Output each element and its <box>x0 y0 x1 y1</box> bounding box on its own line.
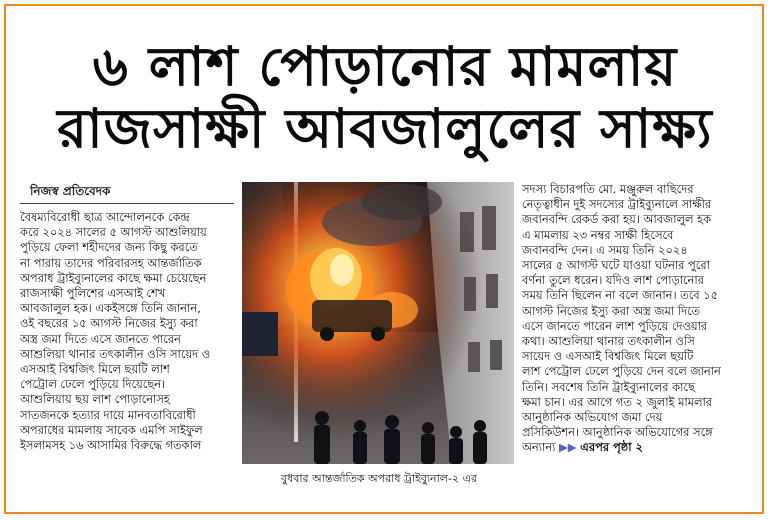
text-line: আনুষ্ঠানিক অভিযোগ জমা দেয় <box>522 410 663 425</box>
text-line: না পারায় তাদের পরিবারসহ আন্তর্জাতিক <box>20 255 202 270</box>
continuation-line <box>522 440 750 455</box>
byline: নিজস্ব প্রতিবেদক <box>30 184 111 198</box>
text-line: পেট্রোল ঢেলে পুড়িয়ে দিয়েছেন। <box>20 377 166 392</box>
double-arrow-icon: ▶▶ <box>559 440 577 455</box>
text-line: এসে জানতে পারেন লাশ পুড়িয়ে দেওয়ার <box>522 318 708 333</box>
text-line: লাশ পেট্রোল ঢেলে পুড়িয়ে দেন বলে জানান <box>522 364 721 379</box>
text-line: সদস্য বিচারপতি মো. মঞ্জুরুল বাছিদের <box>522 182 694 196</box>
fire-scene-photo <box>242 182 514 464</box>
right-text-column <box>522 182 750 456</box>
text-line: করে ২০২৪ সালের ৫ আগস্ট আশুলিয়ায় <box>20 225 207 240</box>
text-line: আবজালুল হক। একইসঙ্গে তিনি জানান, <box>20 301 201 316</box>
text-line: অস্ত্র জমা দিতে এসে জানতে পারেন <box>20 331 181 346</box>
text-line: এ মামলায় ২৩ নম্বর সাক্ষী হিসেবে <box>522 227 674 242</box>
text-line: অপরাধ ট্রাইব্যুনালের কাছে ক্ষমা চেয়েছেন <box>20 270 207 285</box>
text-line: বর্ণনা তুলে ধরেন। যদিও লাশ পোড়ানোর <box>522 273 704 288</box>
text-line: আশুলিয়া থানার তৎকালীন ওসি সায়েদ ও <box>20 346 211 361</box>
text-line: ওই বছরের ১৫ আগস্ট নিজের ইস্যু করা <box>20 316 198 331</box>
text-line: ইসলামসহ ১৬ আসামির বিরুদ্ধে গতকাল <box>20 438 202 453</box>
left-text-column <box>20 210 236 453</box>
text-line: বৈষম্যবিরোধী ছাত্র আন্দোলনকে কেন্দ্র <box>20 210 190 224</box>
continuation-prefix: অন্যান্য <box>522 440 556 455</box>
text-line: সময় তিনি ছিলেন না বলে জানান। তবে ১৫ <box>522 288 719 303</box>
headline-line-1: ৬ লাশ পোড়ানোর মামলায় <box>92 35 678 98</box>
text-line: সালের ৫ আগস্ট ঘটে যাওয়া ঘটনার পুরো <box>522 258 710 273</box>
text-line: ক্ষমা চান। এর আগে গত ২ জুলাই মামলার <box>522 394 713 409</box>
headline-line-2: রাজসাক্ষী আবজালুলের সাক্ষ্য <box>57 97 713 160</box>
text-line: অপরাধের মামলায় সাবেক এমপি সাইফুল <box>20 422 203 437</box>
text-line: সায়েদ ও এসআই বিশ্বজিৎ মিলে ছয়টি <box>522 349 694 364</box>
text-line: আগস্ট নিজের ইস্যু করা অস্ত্র জমা দিতে <box>522 303 701 318</box>
text-line: আশুলিয়ায় ছয় লাশ পোড়ানোসহ <box>20 392 170 407</box>
text-line: জবানবন্দি দেন। এ সময় তিনি ২০২৪ <box>522 242 688 257</box>
text-line: এসআই বিশ্বজিৎ মিলে ছয়টি লাশ <box>20 362 170 377</box>
text-line: প্রসিকিউশন। আনুষ্ঠানিক অভিযোগের সঙ্গে <box>522 425 713 440</box>
text-line: জবানবন্দি রেকর্ড করা হয়। আবজালুল হক <box>522 212 712 227</box>
text-line: কথা। আশুলিয়া থানার তৎকালীন ওসি <box>522 334 695 349</box>
byline-divider <box>20 203 234 204</box>
text-line: নেতৃত্বাধীন দুই সদস্যের ট্রাইব্যুনালে সাক্ষীর <box>522 197 712 212</box>
text-line: পুড়িয়ে ফেলা শহীদদের জন্য কিছু করতে <box>20 240 198 255</box>
text-line: তিনি। সবশেষ তিনি ট্রাইব্যুনালের কাছে <box>522 379 695 394</box>
photo-caption: বুধবার আন্তর্জাতিক অপরাধ ট্রাইব্যুনাল-২ এর <box>280 472 478 485</box>
text-line: সাতজনকে হত্যার দায়ে মানবতাবিরোধী <box>20 407 196 422</box>
continuation-link[interactable]: এরপর পৃষ্ঠা ২ <box>580 440 643 455</box>
text-line: রাজসাক্ষী পুলিশের এসআই শেখ <box>20 286 166 301</box>
